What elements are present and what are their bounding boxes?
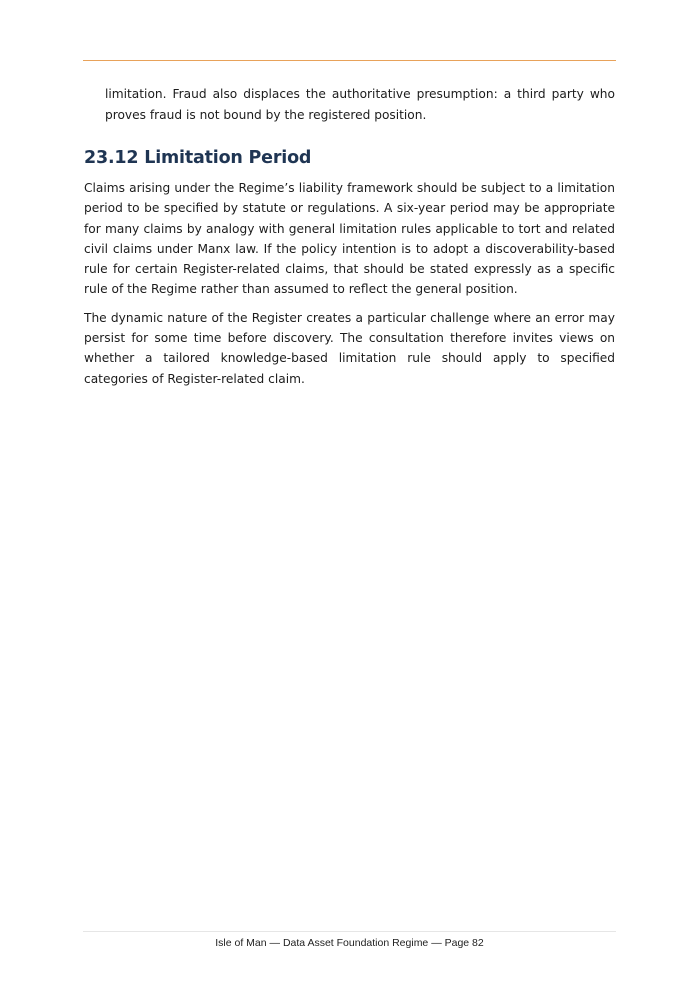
page-content xyxy=(84,84,615,397)
page-footer: Isle of Man — Data Asset Foundation Regime — Page 82 xyxy=(215,937,484,949)
body-paragraph-1: Claims arising under the Regime’s liability framework should be subject to a limitation period to be specified by statute or regulations. A six-year period may be appropriate for many claims by analogy with general limitation rules applicable to tort and related civil claims under Manx law. If the policy intention is to adopt a discoverability-based rule for certain Register-related claims, that should be stated expressly as a specific rule of the Regime rather than assumed to reflect the general position. xyxy=(84,181,615,297)
body-paragraph-2: The dynamic nature of the Register creates a particular challenge where an error may persist for some time before discovery. The consultation therefore invites views on whether a tailored knowledge-based limitation rule should apply to specified categories of Register-related claim. xyxy=(84,310,615,386)
footer-rule xyxy=(83,931,616,932)
continued-paragraph: limitation. Fraud also displaces the authoritative presumption: a third party who proves fraud is not bound by the registered position. xyxy=(105,87,615,122)
section-heading: 23.12 Limitation Period xyxy=(84,148,312,168)
header-rule xyxy=(83,60,616,61)
